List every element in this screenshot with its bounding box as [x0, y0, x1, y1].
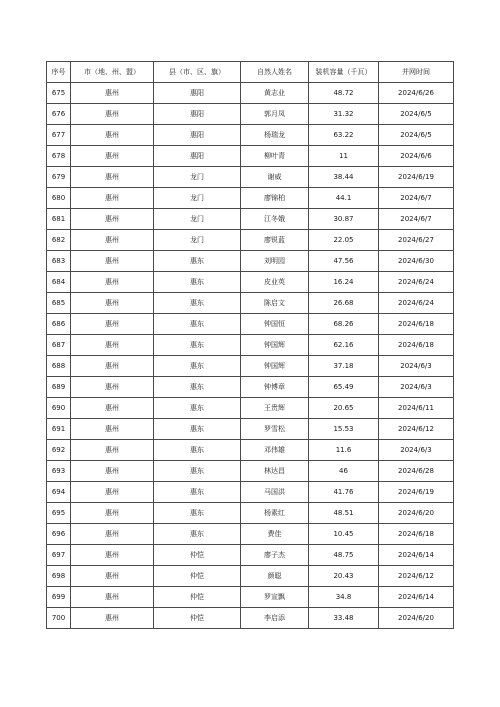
cell-seq: 679	[47, 167, 71, 188]
cell-person-name: 邓伟雄	[241, 440, 309, 461]
cell-person-name: 廖子杰	[241, 545, 309, 566]
cell-grid-date: 2024/6/7	[379, 188, 454, 209]
cell-county: 惠阳	[154, 125, 241, 146]
cell-person-name: 杨素红	[241, 503, 309, 524]
cell-capacity: 26.68	[309, 293, 379, 314]
cell-person-name: 陈启文	[241, 293, 309, 314]
cell-person-name: 郭月凤	[241, 104, 309, 125]
cell-seq: 697	[47, 545, 71, 566]
cell-county: 龙门	[154, 209, 241, 230]
cell-county: 惠东	[154, 440, 241, 461]
cell-capacity: 48.75	[309, 545, 379, 566]
cell-person-name: 柳叶青	[241, 146, 309, 167]
cell-seq: 686	[47, 314, 71, 335]
cell-person-name: 刘明园	[241, 251, 309, 272]
cell-capacity: 48.72	[309, 83, 379, 104]
cell-grid-date: 2024/6/28	[379, 461, 454, 482]
table-row	[47, 230, 454, 251]
cell-city: 惠州	[71, 482, 154, 503]
cell-county: 惠东	[154, 356, 241, 377]
cell-city: 惠州	[71, 587, 154, 608]
table-body	[47, 83, 454, 629]
cell-city: 惠州	[71, 524, 154, 545]
cell-person-name: 马国洪	[241, 482, 309, 503]
cell-county: 惠阳	[154, 83, 241, 104]
cell-grid-date: 2024/6/18	[379, 335, 454, 356]
cell-capacity: 38.44	[309, 167, 379, 188]
cell-capacity: 10.45	[309, 524, 379, 545]
cell-city: 惠州	[71, 377, 154, 398]
cell-grid-date: 2024/6/19	[379, 482, 454, 503]
table-row	[47, 503, 454, 524]
cell-city: 惠州	[71, 230, 154, 251]
cell-person-name: 钟国恒	[241, 314, 309, 335]
cell-seq: 700	[47, 608, 71, 629]
cell-county: 惠东	[154, 272, 241, 293]
cell-capacity: 33.48	[309, 608, 379, 629]
cell-seq: 680	[47, 188, 71, 209]
cell-county: 惠东	[154, 335, 241, 356]
table-row	[47, 608, 454, 629]
cell-person-name: 杨瑞龙	[241, 125, 309, 146]
table-row	[47, 104, 454, 125]
cell-seq: 696	[47, 524, 71, 545]
cell-person-name: 钟博章	[241, 377, 309, 398]
cell-county: 惠阳	[154, 146, 241, 167]
cell-seq: 699	[47, 587, 71, 608]
header-county: 县（市、区、旗）	[154, 62, 241, 83]
table-row	[47, 251, 454, 272]
cell-city: 惠州	[71, 503, 154, 524]
cell-person-name: 钟国辉	[241, 356, 309, 377]
cell-grid-date: 2024/6/7	[379, 209, 454, 230]
cell-capacity: 34.8	[309, 587, 379, 608]
cell-person-name: 廖锐蓝	[241, 230, 309, 251]
cell-capacity: 47.56	[309, 251, 379, 272]
cell-grid-date: 2024/6/18	[379, 524, 454, 545]
cell-county: 惠东	[154, 398, 241, 419]
cell-county: 惠东	[154, 251, 241, 272]
cell-person-name: 罗雪松	[241, 419, 309, 440]
cell-capacity: 41.76	[309, 482, 379, 503]
cell-seq: 678	[47, 146, 71, 167]
table-row	[47, 83, 454, 104]
cell-capacity: 48.51	[309, 503, 379, 524]
table-row	[47, 293, 454, 314]
cell-capacity: 44.1	[309, 188, 379, 209]
table-row	[47, 356, 454, 377]
cell-seq: 692	[47, 440, 71, 461]
cell-county: 龙门	[154, 230, 241, 251]
header-capacity: 装机容量（千瓦）	[309, 62, 379, 83]
table-row	[47, 587, 454, 608]
cell-seq: 677	[47, 125, 71, 146]
cell-person-name: 林达昌	[241, 461, 309, 482]
cell-capacity: 62.16	[309, 335, 379, 356]
cell-seq: 682	[47, 230, 71, 251]
cell-grid-date: 2024/6/27	[379, 230, 454, 251]
cell-city: 惠州	[71, 209, 154, 230]
cell-person-name: 谢威	[241, 167, 309, 188]
header-grid-date: 并网时间	[379, 62, 454, 83]
table-row	[47, 188, 454, 209]
cell-person-name: 皮业英	[241, 272, 309, 293]
cell-seq: 689	[47, 377, 71, 398]
cell-city: 惠州	[71, 167, 154, 188]
table-row	[47, 461, 454, 482]
cell-seq: 690	[47, 398, 71, 419]
cell-city: 惠州	[71, 251, 154, 272]
cell-capacity: 31.32	[309, 104, 379, 125]
cell-seq: 675	[47, 83, 71, 104]
header-city: 市（地、州、盟）	[71, 62, 154, 83]
cell-county: 惠东	[154, 482, 241, 503]
header-person-name: 自然人姓名	[241, 62, 309, 83]
cell-person-name: 颜聪	[241, 566, 309, 587]
cell-county: 仲恺	[154, 587, 241, 608]
cell-seq: 685	[47, 293, 71, 314]
cell-capacity: 16.24	[309, 272, 379, 293]
cell-grid-date: 2024/6/12	[379, 419, 454, 440]
cell-capacity: 22.05	[309, 230, 379, 251]
cell-person-name: 王贵辉	[241, 398, 309, 419]
cell-grid-date: 2024/6/19	[379, 167, 454, 188]
cell-city: 惠州	[71, 419, 154, 440]
table-row	[47, 524, 454, 545]
cell-county: 惠阳	[154, 104, 241, 125]
cell-city: 惠州	[71, 314, 154, 335]
cell-city: 惠州	[71, 356, 154, 377]
cell-city: 惠州	[71, 272, 154, 293]
table-row	[47, 125, 454, 146]
cell-city: 惠州	[71, 545, 154, 566]
cell-grid-date: 2024/6/20	[379, 503, 454, 524]
cell-person-name: 李启添	[241, 608, 309, 629]
table-row	[47, 335, 454, 356]
cell-person-name: 黄志业	[241, 83, 309, 104]
table-row	[47, 545, 454, 566]
cell-grid-date: 2024/6/12	[379, 566, 454, 587]
cell-seq: 694	[47, 482, 71, 503]
cell-county: 惠东	[154, 524, 241, 545]
cell-seq: 695	[47, 503, 71, 524]
cell-seq: 687	[47, 335, 71, 356]
header-seq: 序号	[47, 62, 71, 83]
cell-capacity: 68.26	[309, 314, 379, 335]
table-row	[47, 167, 454, 188]
cell-capacity: 30.87	[309, 209, 379, 230]
cell-county: 仲恺	[154, 608, 241, 629]
cell-capacity: 37.18	[309, 356, 379, 377]
cell-person-name: 罗宣飘	[241, 587, 309, 608]
cell-grid-date: 2024/6/5	[379, 125, 454, 146]
table-header-row	[47, 62, 454, 83]
cell-grid-date: 2024/6/11	[379, 398, 454, 419]
cell-city: 惠州	[71, 566, 154, 587]
cell-grid-date: 2024/6/30	[379, 251, 454, 272]
cell-person-name: 廖锦柏	[241, 188, 309, 209]
cell-county: 惠东	[154, 377, 241, 398]
cell-city: 惠州	[71, 461, 154, 482]
cell-grid-date: 2024/6/24	[379, 293, 454, 314]
cell-grid-date: 2024/6/26	[379, 83, 454, 104]
cell-grid-date: 2024/6/3	[379, 356, 454, 377]
cell-county: 仲恺	[154, 545, 241, 566]
cell-capacity: 11	[309, 146, 379, 167]
cell-grid-date: 2024/6/3	[379, 377, 454, 398]
cell-county: 惠东	[154, 293, 241, 314]
cell-capacity: 15.53	[309, 419, 379, 440]
cell-seq: 688	[47, 356, 71, 377]
cell-grid-date: 2024/6/24	[379, 272, 454, 293]
cell-grid-date: 2024/6/6	[379, 146, 454, 167]
table-row	[47, 377, 454, 398]
cell-person-name: 费佳	[241, 524, 309, 545]
cell-city: 惠州	[71, 188, 154, 209]
cell-grid-date: 2024/6/14	[379, 545, 454, 566]
cell-seq: 698	[47, 566, 71, 587]
cell-grid-date: 2024/6/3	[379, 440, 454, 461]
table-row	[47, 566, 454, 587]
table-row	[47, 146, 454, 167]
cell-grid-date: 2024/6/5	[379, 104, 454, 125]
cell-county: 仲恺	[154, 566, 241, 587]
cell-capacity: 20.43	[309, 566, 379, 587]
cell-person-name: 江冬娥	[241, 209, 309, 230]
cell-grid-date: 2024/6/18	[379, 314, 454, 335]
cell-county: 惠东	[154, 419, 241, 440]
table-row	[47, 209, 454, 230]
cell-grid-date: 2024/6/14	[379, 587, 454, 608]
cell-grid-date: 2024/6/20	[379, 608, 454, 629]
cell-city: 惠州	[71, 125, 154, 146]
cell-seq: 681	[47, 209, 71, 230]
cell-capacity: 46	[309, 461, 379, 482]
cell-seq: 693	[47, 461, 71, 482]
cell-person-name: 钟国辉	[241, 335, 309, 356]
cell-seq: 684	[47, 272, 71, 293]
table-row	[47, 440, 454, 461]
cell-county: 惠东	[154, 503, 241, 524]
cell-county: 惠东	[154, 461, 241, 482]
cell-capacity: 20.65	[309, 398, 379, 419]
cell-seq: 683	[47, 251, 71, 272]
table-row	[47, 398, 454, 419]
cell-city: 惠州	[71, 146, 154, 167]
cell-capacity: 11.6	[309, 440, 379, 461]
table-row	[47, 272, 454, 293]
cell-city: 惠州	[71, 293, 154, 314]
table-row	[47, 314, 454, 335]
cell-county: 龙门	[154, 167, 241, 188]
cell-county: 龙门	[154, 188, 241, 209]
cell-seq: 676	[47, 104, 71, 125]
cell-city: 惠州	[71, 608, 154, 629]
table-row	[47, 482, 454, 503]
cell-capacity: 65.49	[309, 377, 379, 398]
cell-county: 惠东	[154, 314, 241, 335]
cell-city: 惠州	[71, 398, 154, 419]
cell-seq: 691	[47, 419, 71, 440]
cell-city: 惠州	[71, 335, 154, 356]
cell-city: 惠州	[71, 83, 154, 104]
cell-city: 惠州	[71, 440, 154, 461]
document-page	[46, 61, 453, 629]
cell-capacity: 63.22	[309, 125, 379, 146]
table-row	[47, 419, 454, 440]
cell-city: 惠州	[71, 104, 154, 125]
pv-installation-table	[46, 61, 454, 629]
